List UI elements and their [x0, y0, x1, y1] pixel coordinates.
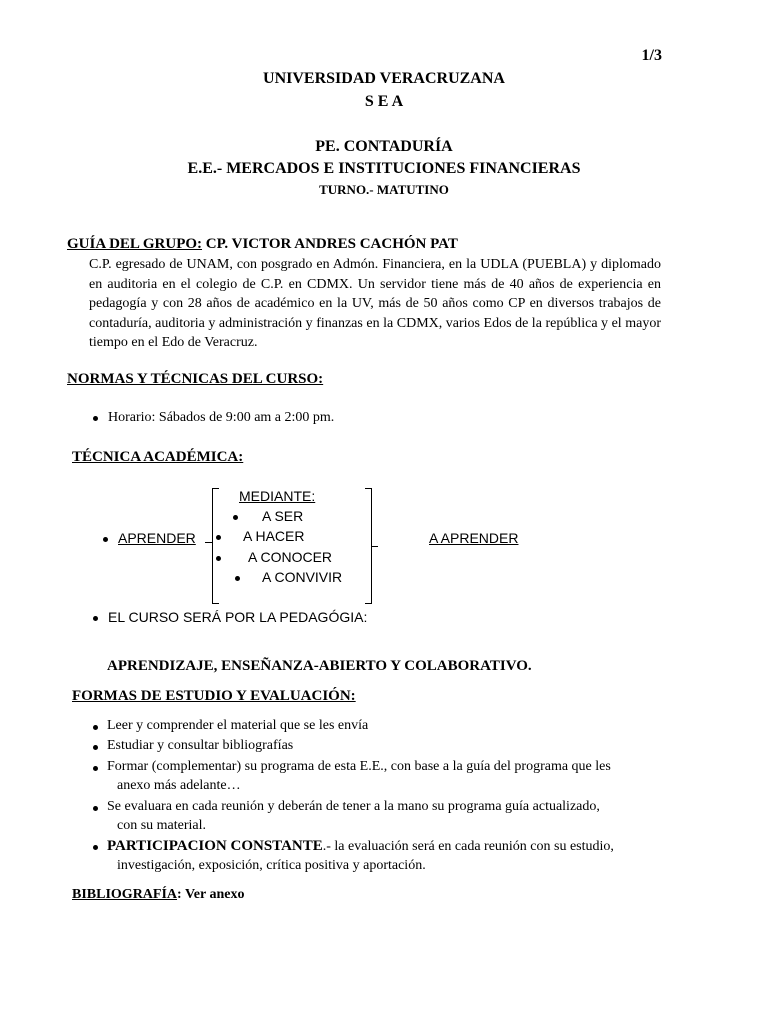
technique-right-label: A APRENDER — [429, 530, 519, 546]
guide-name: CP. VICTOR ANDRES CACHÓN PAT — [202, 236, 458, 252]
bibliography-value: : Ver anexo — [177, 887, 245, 902]
study-title: FORMAS DE ESTUDIO Y EVALUACIÓN: — [72, 688, 356, 704]
study-item-cont: anexo más adelante… — [117, 778, 241, 793]
right-bracket-tip — [371, 546, 378, 547]
bullet-icon — [93, 725, 98, 730]
bullet-icon — [93, 766, 98, 771]
study-item-cont: investigación, exposición, crítica positiva y aportación. — [117, 858, 426, 873]
bullet-icon — [93, 806, 98, 811]
bullet-icon — [216, 535, 221, 540]
system-title: S E A — [364, 93, 404, 110]
bibliography-label: BIBLIOGRAFÍA — [72, 887, 178, 902]
technique-item: A CONVIVIR — [262, 569, 343, 585]
technique-title: TÉCNICA ACADÉMICA: — [72, 449, 244, 465]
bullet-icon — [93, 745, 98, 750]
page-number: 1/3 — [641, 47, 662, 64]
study-item: Formar (complementar) su programa de esta E.E., con base a la guía del programa que les — [107, 759, 611, 774]
participation-text: .- la evaluación será en cada reunión con su estudio, — [322, 839, 614, 854]
program-title: PE. CONTADURÍA — [315, 138, 453, 155]
left-bracket — [212, 488, 219, 604]
guide-heading — [67, 236, 458, 253]
university-title: UNIVERSIDAD VERACRUZANA — [263, 70, 505, 87]
bullet-icon — [103, 537, 108, 542]
norms-item: Horario: Sábados de 9:00 am a 2:00 pm. — [108, 410, 335, 425]
study-item: Estudiar y consultar bibliografías — [107, 738, 294, 753]
technique-left-label: APRENDER — [118, 530, 196, 546]
left-bracket-tip — [205, 542, 212, 543]
study-item-cont: con su material. — [117, 818, 207, 833]
bullet-icon — [216, 556, 221, 561]
technique-item: A SER — [262, 508, 304, 524]
guide-bio: C.P. egresado de UNAM, con posgrado en Admón. Financiera, en la UDLA (PUEBLA) y diplomado en auditoria en el colegio de C.P. en CDMX. Un servidor tiene más de 40 años de experiencia en pedagogía y con 28 años de académico en la UV, más de 50 años como CP en diversos trabajos de contaduría, auditoria y administración y finanzas en la CDMX, varios Edos de la república y el mayor tiempo en el Edo de Veracruz. — [89, 257, 661, 351]
approach-label: APRENDIZAJE, ENSEÑANZA-ABIERTO Y COLABORATIVO. — [107, 658, 532, 674]
technique-item: A CONOCER — [248, 549, 333, 565]
study-item — [107, 838, 614, 855]
study-item: Se evaluara en cada reunión y deberán de tener a la mano su programa guía actualizado, — [107, 799, 600, 814]
bullet-icon — [93, 416, 98, 421]
bullet-icon — [93, 616, 98, 621]
study-item: Leer y comprender el material que se les envía — [107, 718, 369, 733]
course-title: E.E.- MERCADOS E INSTITUCIONES FINANCIERAS — [187, 160, 581, 177]
technique-item: A HACER — [243, 528, 305, 544]
pedagogy-label: EL CURSO SERÁ POR LA PEDAGÓGIA: — [108, 609, 368, 625]
shift-label: TURNO.- MATUTINO — [319, 182, 449, 197]
guide-label: GUÍA DEL GRUPO: — [67, 236, 203, 252]
mediante-label: MEDIANTE: — [239, 488, 316, 504]
participation-label: PARTICIPACION CONSTANTE — [107, 838, 323, 854]
bibliography — [72, 887, 244, 903]
bullet-icon — [93, 845, 98, 850]
bullet-icon — [233, 515, 238, 520]
norms-title: NORMAS Y TÉCNICAS DEL CURSO: — [67, 371, 324, 387]
bullet-icon — [235, 576, 240, 581]
